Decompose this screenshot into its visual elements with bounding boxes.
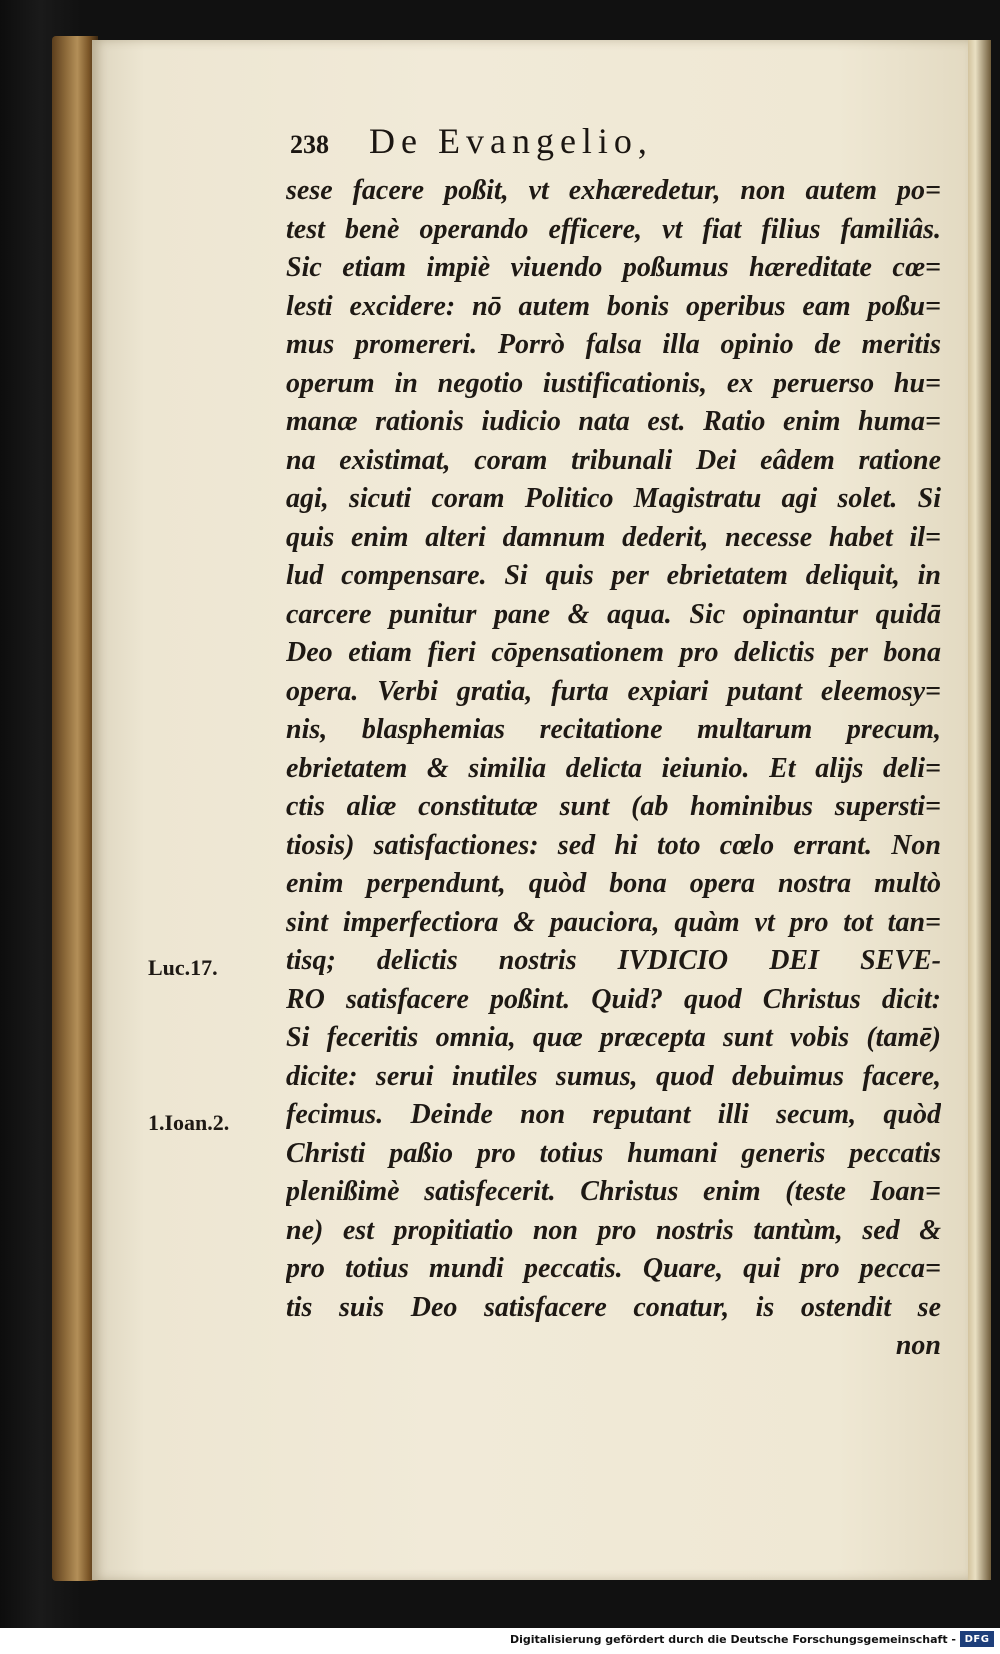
text-line: ebrietatem & similia delicta ieiunio. Et alijs deli=	[286, 752, 941, 784]
text-line: tis suis Deo satisfacere conatur, is ostendit se	[286, 1291, 941, 1323]
text-line: pro totius mundi peccatis. Quare, qui pro pecca=	[286, 1253, 941, 1284]
text-line: non	[895, 1330, 941, 1361]
margin-note-luke: Luc.17.	[148, 955, 218, 980]
text-line: Christi paßio pro totius humani generis peccatis	[286, 1137, 941, 1169]
text-line: na existimat, coram tribunali Dei eâdem ratione	[286, 444, 941, 476]
text-line: dicite: serui inutiles sumus, quod debuimus facere,	[286, 1060, 941, 1092]
text-line: ne) est propitiatio non pro nostris tantùm, sed &	[286, 1214, 941, 1246]
text-line: ctis aliæ constitutæ sunt (ab hominibus supersti=	[286, 791, 941, 822]
text-line: sese facere poßit, vt exhæredetur, non autem po=	[286, 175, 941, 206]
text-line: Deo etiam fieri cōpensationem pro delictis per bona	[286, 637, 941, 668]
body-text	[286, 172, 941, 1366]
text-line: enim perpendunt, quòd bona opera nostra multò	[286, 868, 941, 899]
page-number: 238	[290, 130, 329, 159]
text-line: opera. Verbi gratia, furta expiari putant eleemosy=	[286, 675, 941, 707]
text-line: plenißimè satisfecerit. Christus enim (teste Ioan=	[286, 1176, 941, 1207]
text-line: quis enim alteri damnum dederit, necesse habet il=	[286, 521, 941, 553]
text-line: Sic etiam impiè viuendo poßumus hæreditate cœ=	[286, 252, 941, 283]
text-line: operum in negotio iustificationis, ex peruerso hu=	[286, 367, 941, 399]
text-line: test benè operando efficere, vt fiat filius familiâs.	[286, 213, 941, 245]
footer-credit: Digitalisierung gefördert durch die Deutsche Forschungsgemeinschaft -	[509, 1633, 956, 1646]
text-line: manæ rationis iudicio nata est. Ratio enim huma=	[286, 406, 941, 437]
dfg-logo: DFG	[960, 1631, 994, 1647]
text-line: sint imperfectiora & pauciora, quàm vt pro tot tan=	[286, 906, 941, 938]
text-line: fecimus. Deinde non reputant illi secum, quòd	[286, 1099, 941, 1130]
running-head	[290, 120, 810, 160]
text-line: lesti excidere: nō autem bonis operibus eam poßu=	[286, 290, 941, 322]
text-line: RO satisfacere poßint. Quid? quod Christus dicit:	[286, 983, 941, 1015]
text-line: Si feceritis omnia, quæ præcepta sunt vobis (tamē)	[286, 1022, 941, 1053]
page-fore-edge	[965, 40, 991, 1580]
text-line: tiosis) satisfactiones: sed hi toto cœlo errant. Non	[286, 829, 941, 861]
margin-note-john: 1.Ioan.2.	[148, 1110, 230, 1135]
text-line: mus promereri. Porrò falsa illa opinio de meritis	[286, 329, 941, 360]
text-line: nis, blasphemias recitatione multarum precum,	[286, 714, 941, 745]
text-line: lud compensare. Si quis per ebrietatem deliquit, in	[286, 560, 941, 591]
text-line: carcere punitur pane & aqua. Sic opinantur quidā	[286, 598, 941, 630]
text-line: agi, sicuti coram Politico Magistratu agi solet. Si	[286, 483, 941, 514]
text-line: tisq; delictis nostris IVDICIO DEI SEVE-	[286, 945, 941, 976]
running-title: De Evangelio,	[369, 121, 653, 161]
